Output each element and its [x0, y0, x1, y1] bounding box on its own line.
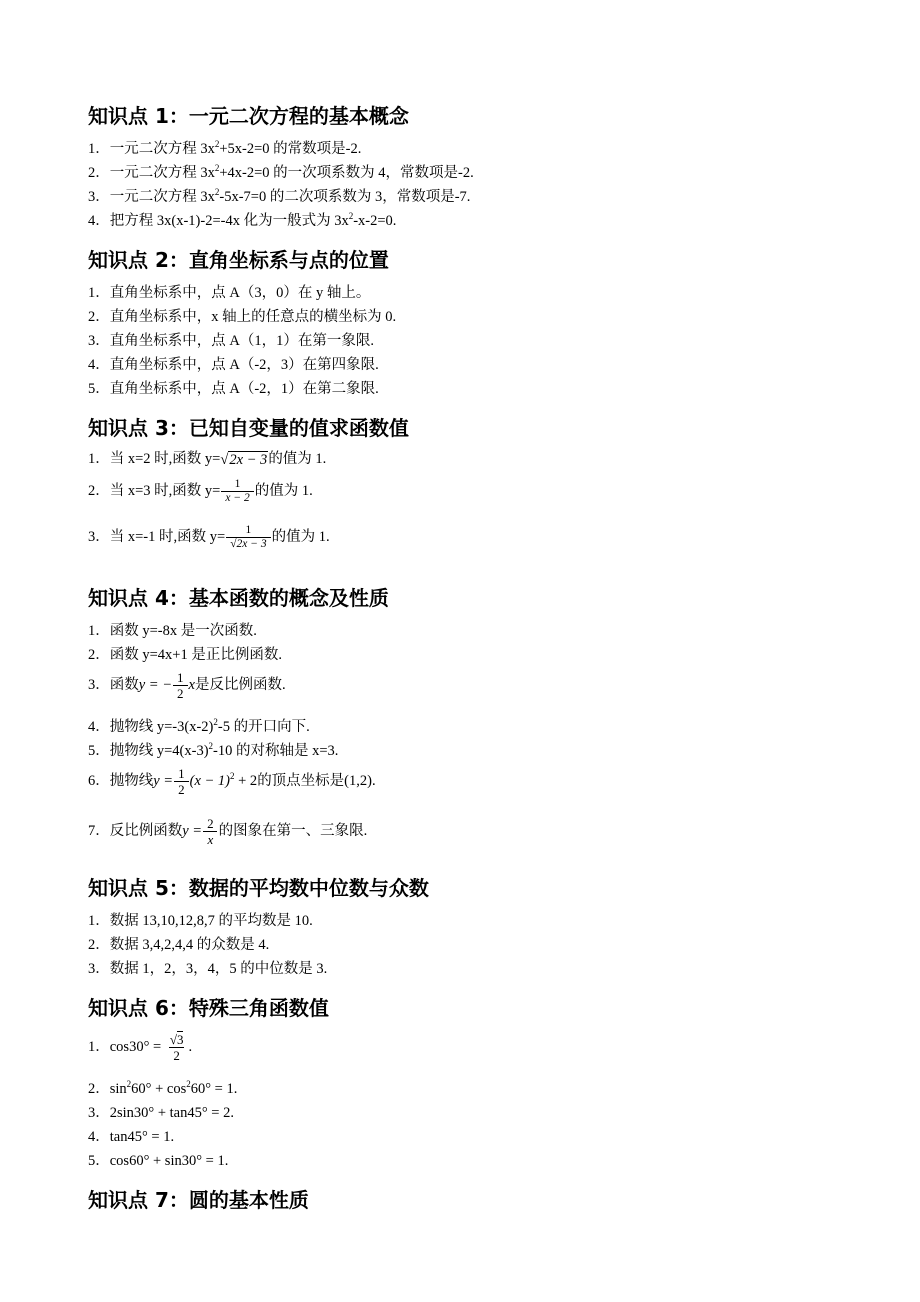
- fraction: $\frac{1}{x - 2}$: [221, 478, 253, 505]
- section-5-heading: 知识点 5：数据的平均数中位数与众数: [88, 876, 429, 900]
- section-1-item-3: 3．一元二次方程 $3x^2-5x-7=0$ 的二次项系数为 3，常数项是-7.: [88, 187, 471, 205]
- section-4-item-6: 6．抛物线y = $\frac{1}{2}$ $(x - 1)^2 + 2$的顶点坐标是(1,2).: [88, 766, 376, 797]
- section-6-heading: 知识点 6：特殊三角函数值: [88, 996, 329, 1020]
- fraction: $\frac{1}{2}$: [173, 670, 188, 701]
- section-1-heading: 知识点 1：一元二次方程的基本概念: [88, 104, 409, 128]
- section-6-item-5: 5．cos60° + sin30° = 1.: [88, 1153, 229, 1169]
- section-4-item-4: 4．抛物线 $y=-3(x-2)^2-5$ 的开口向下.: [88, 717, 310, 735]
- section-3-heading: 知识点 3：已知自变量的值求函数值: [88, 416, 409, 440]
- section-2-item-5: 5．直角坐标系中，点 A（-2，1）在第二象限.: [88, 381, 379, 397]
- sqrt-expression: √2x − 3: [220, 451, 268, 468]
- fraction: $\frac{2}{x}$: [203, 816, 218, 847]
- section-2-heading: 知识点 2：直角坐标系与点的位置: [88, 248, 389, 272]
- section-2-item-3: 3．直角坐标系中，点 A（1，1）在第一象限.: [88, 333, 374, 349]
- section-5-item-2: 2．数据 3,4,2,4,4 的众数是 4.: [88, 937, 270, 953]
- section-2-item-2: 2．直角坐标系中，x 轴上的任意点的横坐标为 0.: [88, 309, 397, 325]
- section-6-item-2: 2．$\sin^260^\circ + \cos^260^\circ = 1$.: [88, 1079, 238, 1097]
- section-6-item-4: 4．tan45° = 1.: [88, 1129, 175, 1145]
- fraction: $\frac{1}{√2x - 3}$: [226, 524, 270, 551]
- section-5-item-1: 1．数据 13,10,12,8,7 的平均数是 10.: [88, 913, 313, 929]
- section-1-item-2: 2．一元二次方程 $3x^2+4x-2=0$ 的一次项系数为 4，常数项是-2.: [88, 163, 474, 181]
- section-3-item-3: 3．当 x=-1 时,函数 y= $\frac{1}{√2x - 3}$ 的值为 1.: [88, 524, 330, 550]
- section-6-item-3: 3．2sin30° + tan45° = 2.: [88, 1105, 234, 1121]
- section-4-heading: 知识点 4：基本函数的概念及性质: [88, 586, 389, 610]
- section-3-item-2: 2．当 x=3 时,函数 y= $\frac{1}{x - 2}$ 的值为 1.: [88, 478, 313, 504]
- section-4-item-5: 5．抛物线 $y=4(x-3)^2-10$ 的对称轴是 x=3.: [88, 741, 339, 759]
- section-1-item-4: 4．把方程 3x(x-1)-2=-4x 化为一般式为 $3x^2-x-2=0$.: [88, 211, 397, 229]
- fraction: $\frac{√3}{2}$: [169, 1032, 184, 1063]
- section-1-item-1: 1．一元二次方程 $3x^2+5x-2=0$ 的常数项是-2.: [88, 139, 362, 157]
- section-4-item-7: 7．反比例函数y = $\frac{2}{x}$ 的图象在第一、三象限.: [88, 816, 368, 847]
- section-3-item-1: 1．当 x=2 时,函数 y=√2x − 3的值为 1.: [88, 451, 327, 468]
- section-4-item-1: 1．函数 y=-8x 是一次函数.: [88, 623, 257, 639]
- section-4-item-3: 3．函数y = − $\frac{1}{2}$ x是反比例函数.: [88, 670, 286, 701]
- fraction: $\frac{1}{2}$: [174, 766, 189, 797]
- section-6-item-1: 1．cos30° = $\frac{√3}{2}$ .: [88, 1032, 193, 1063]
- section-2-item-4: 4．直角坐标系中，点 A（-2，3）在第四象限.: [88, 357, 379, 373]
- section-5-item-3: 3．数据 1，2，3，4，5 的中位数是 3.: [88, 961, 328, 977]
- section-7-heading: 知识点 7：圆的基本性质: [88, 1188, 309, 1212]
- section-4-item-2: 2．函数 y=4x+1 是正比例函数.: [88, 647, 282, 663]
- section-2-item-1: 1．直角坐标系中，点 A（3，0）在 y 轴上。: [88, 285, 371, 301]
